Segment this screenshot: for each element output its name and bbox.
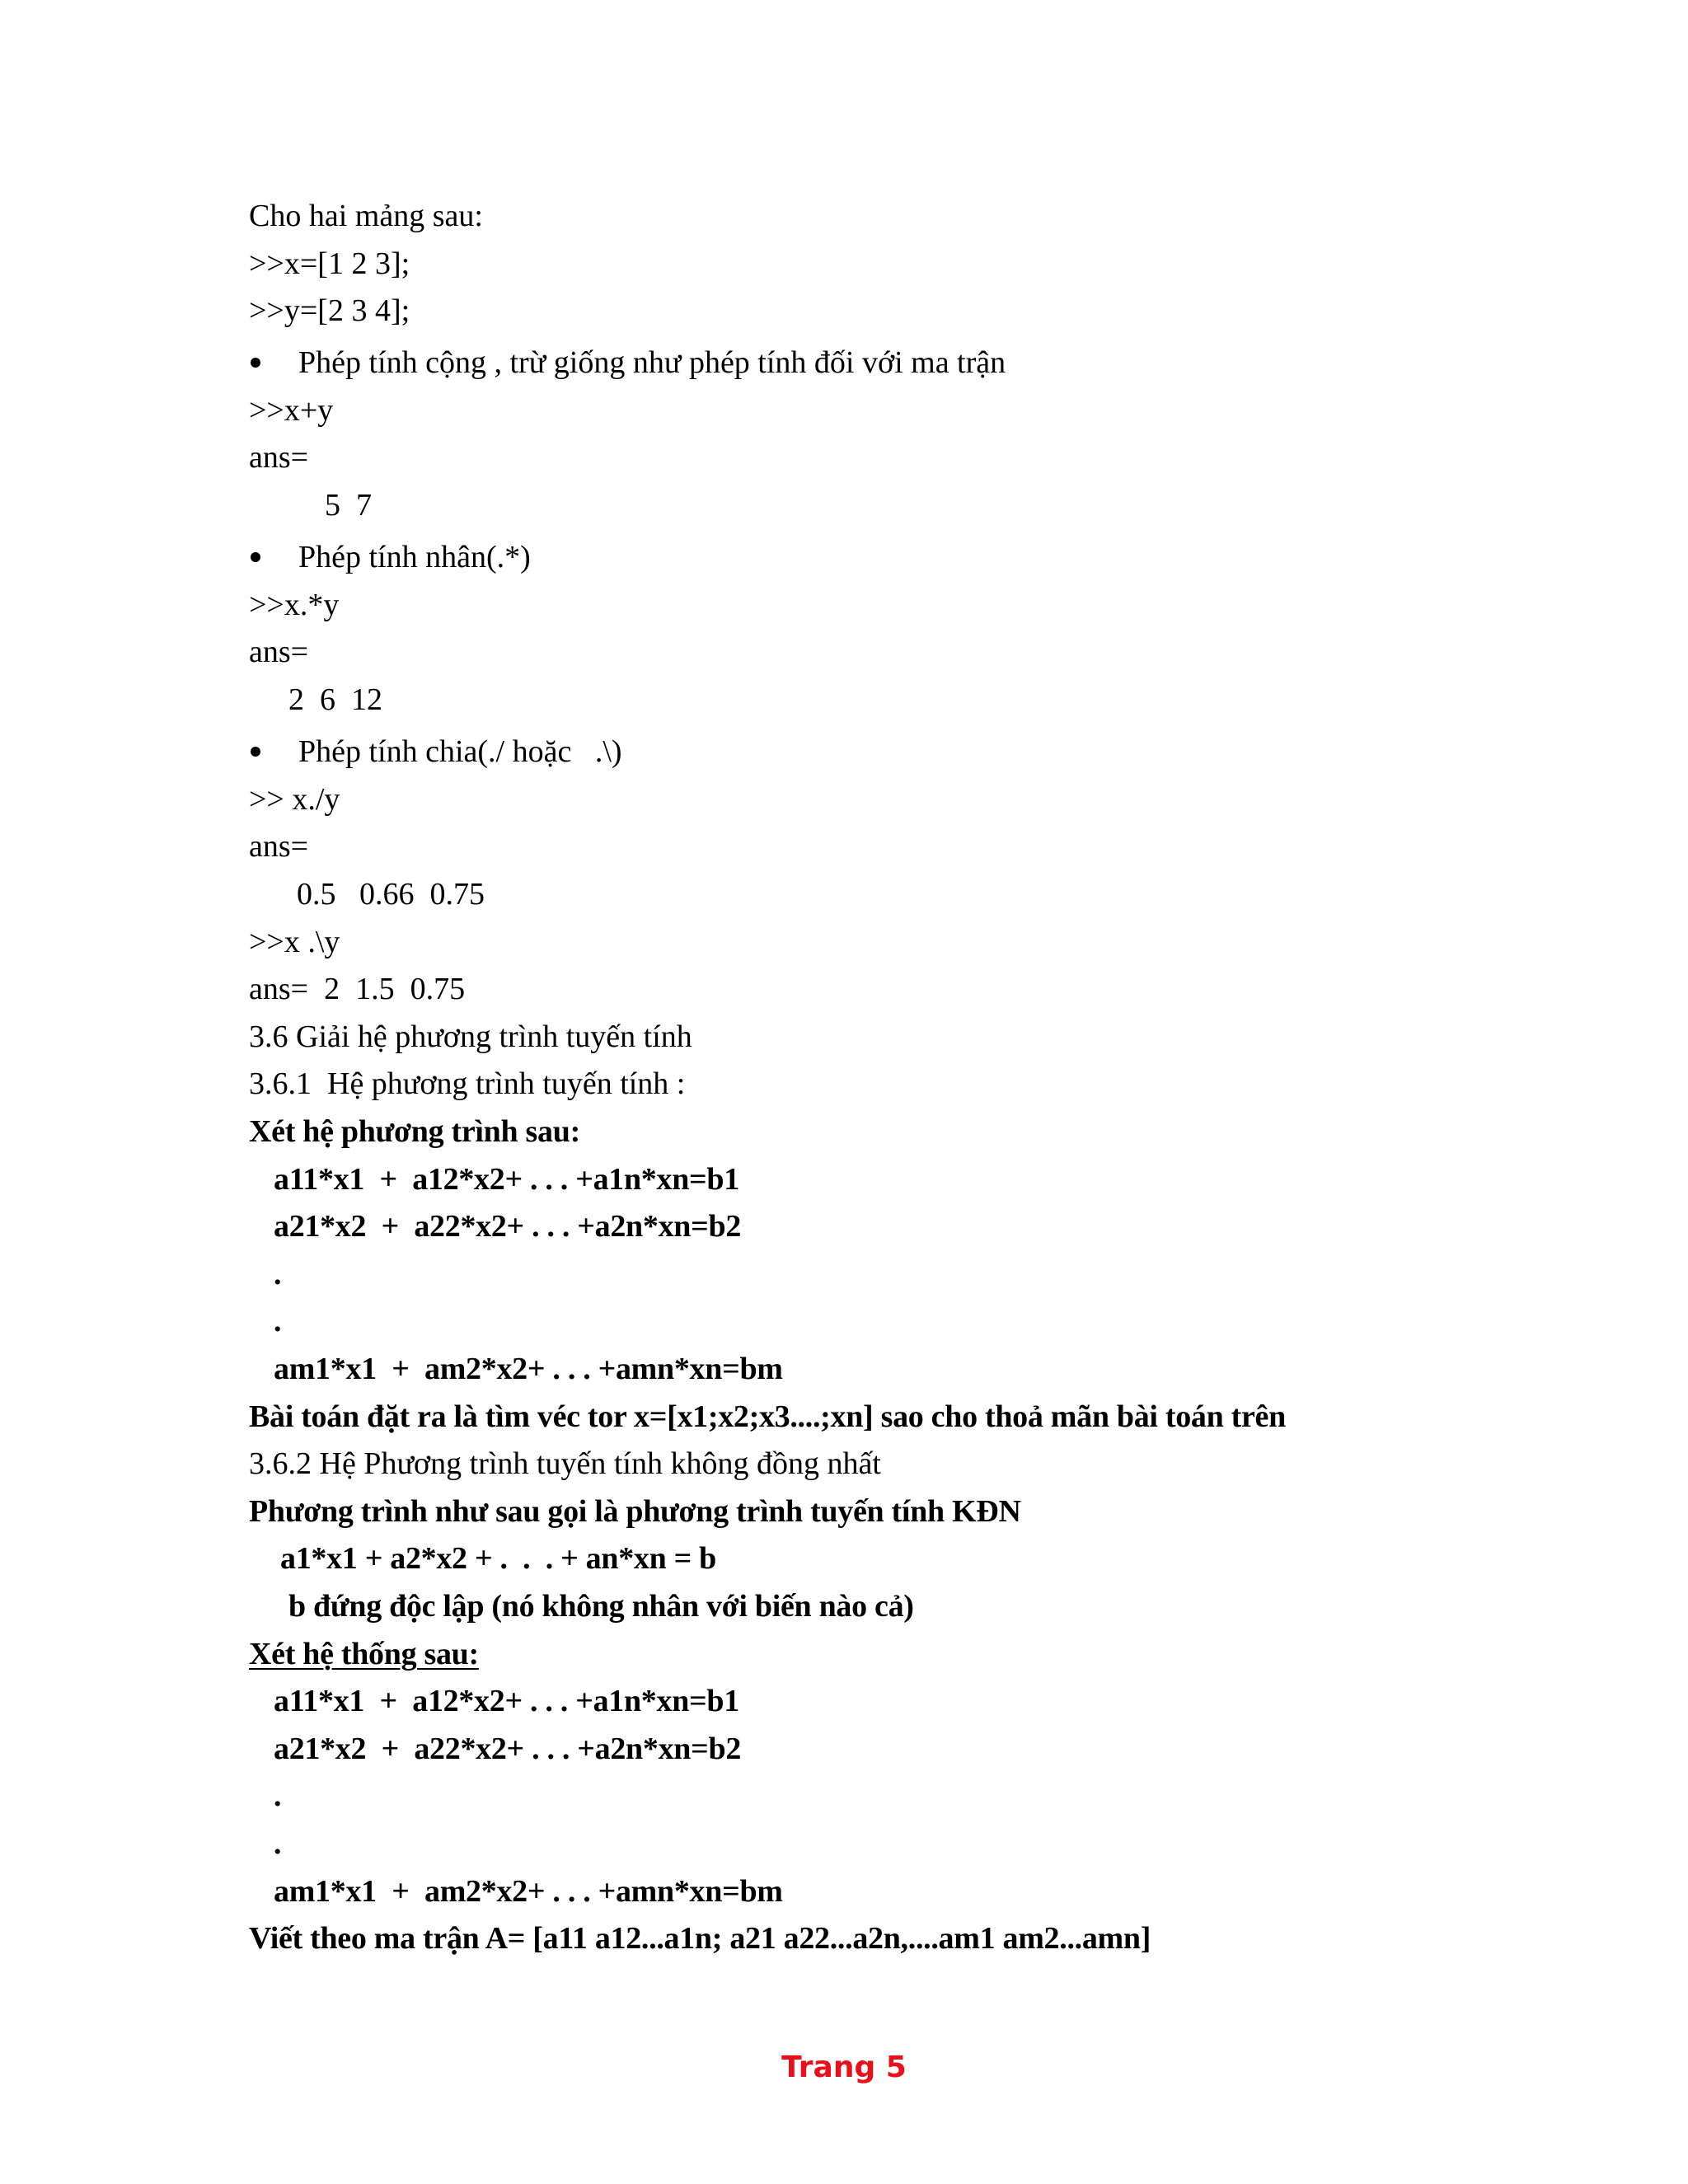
equation-line: a21*x2 + a22*x2+ . . . +a2n*xn=b2 (274, 1732, 742, 1766)
bullet-item-divide (249, 733, 622, 770)
code-line: >>x.*y (249, 588, 340, 622)
code-line: >>x+y (249, 393, 334, 428)
output-line: ans= 2 1.5 0.75 (249, 972, 466, 1006)
equation-line: a21*x2 + a22*x2+ . . . +a2n*xn=b2 (274, 1209, 742, 1244)
code-line: >> x./y (249, 782, 340, 817)
bold-text: b đứng độc lập (nó không nhân với biến nào cả) (288, 1589, 914, 1624)
output-label: ans= (249, 440, 309, 475)
equation-line: a11*x1 + a12*x2+ . . . +a1n*xn=b1 (274, 1684, 739, 1718)
bold-text: Xét hệ phương trình sau: (249, 1114, 580, 1149)
bullet-item-multiply (249, 539, 531, 575)
output-values: 5 7 (325, 488, 372, 523)
bullet-text: Phép tính nhân(.*) (298, 540, 531, 574)
output-label: ans= (249, 829, 309, 864)
ellipsis-dot: . (274, 1304, 282, 1338)
bullet-icon (251, 552, 260, 562)
bullet-text: Phép tính chia(./ hoặc .\) (298, 734, 622, 769)
intro-text: Cho hai mảng sau: (249, 199, 483, 233)
page-number: Trang 5 (781, 2050, 907, 2084)
ellipsis-dot: . (274, 1257, 282, 1291)
bullet-icon (251, 747, 260, 757)
equation-line: am1*x1 + am2*x2+ . . . +amn*xn=bm (274, 1352, 783, 1386)
bold-text: Phương trình như sau gọi là phương trình tuyến tính KĐN (249, 1494, 1021, 1529)
bold-text: Bài toán đặt ra là tìm véc tor x=[x1;x2;x3....;xn] sao cho thoả mãn bài toán trên (249, 1399, 1286, 1434)
bullet-item-add-sub (249, 344, 1006, 381)
equation-line: a11*x1 + a12*x2+ . . . +a1n*xn=b1 (274, 1162, 739, 1197)
output-values: 0.5 0.66 0.75 (297, 877, 485, 912)
output-label: ans= (249, 635, 309, 669)
ellipsis-dot: . (274, 1779, 282, 1813)
code-line: >>x .\y (249, 925, 340, 959)
subsection-heading: 3.6.1 Hệ phương trình tuyến tính : (249, 1066, 686, 1101)
underlined-heading: Xét hệ thống sau: (249, 1637, 479, 1671)
output-values: 2 6 12 (288, 682, 382, 717)
ellipsis-dot: . (274, 1826, 282, 1861)
bold-text: Viết theo ma trận A= [a11 a12...a1n; a21 a22...a2n,....am1 am2...amn] (249, 1921, 1151, 1956)
subsection-heading: 3.6.2 Hệ Phương trình tuyến tính không đồng nhất (249, 1446, 881, 1481)
code-line-x: >>x=[1 2 3]; (249, 246, 410, 281)
bullet-icon (251, 358, 260, 368)
section-heading: 3.6 Giải hệ phương trình tuyến tính (249, 1019, 692, 1054)
code-line-y: >>y=[2 3 4]; (249, 293, 410, 328)
equation-line: am1*x1 + am2*x2+ . . . +amn*xn=bm (274, 1874, 783, 1909)
bullet-text: Phép tính cộng , trừ giống như phép tính đối với ma trận (298, 345, 1006, 380)
equation-line: a1*x1 + a2*x2 + . . . + an*xn = b (280, 1541, 717, 1576)
